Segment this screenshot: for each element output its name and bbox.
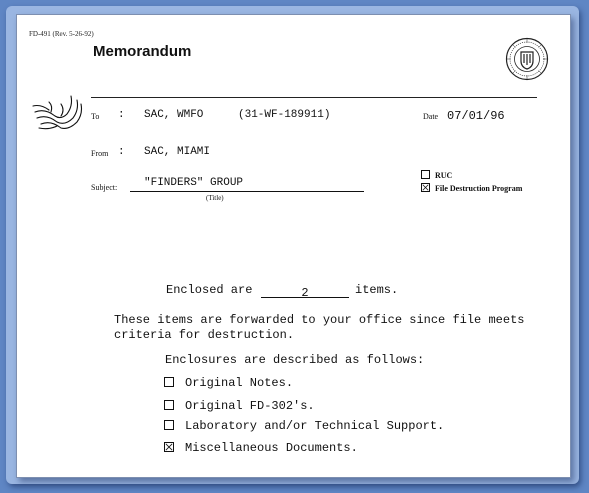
subject-field — [130, 178, 364, 192]
ruc-checkbox[interactable] — [421, 170, 430, 179]
enclosure-checkbox-original-fd302[interactable] — [164, 400, 174, 410]
file-destruction-checkbox[interactable] — [421, 183, 430, 192]
fbi-seal-icon — [505, 37, 549, 81]
enclosure-label: Miscellaneous Documents. — [185, 441, 358, 455]
date-value: 07/01/96 — [447, 109, 505, 123]
to-value: SAC, WMFO — [144, 109, 204, 121]
enclosure-label: Original FD-302's. — [185, 399, 315, 413]
enclosures-heading: Enclosures are described as follows: — [165, 353, 425, 367]
date-label: Date — [423, 112, 439, 121]
enclosed-prefix: Enclosed are — [166, 283, 253, 297]
page-title: Memorandum — [93, 43, 192, 60]
file-destruction-label: File Destruction Program — [435, 184, 523, 193]
enclosed-suffix: items. — [355, 283, 399, 297]
enclosed-count: 2 — [301, 286, 309, 300]
from-value: SAC, MIAMI — [144, 146, 211, 158]
form-number: FD-491 (Rev. 5-26-92) — [29, 30, 94, 38]
from-label: From — [91, 149, 109, 158]
enclosure-label: Laboratory and/or Technical Support. — [185, 419, 445, 433]
from-colon: : — [118, 146, 125, 158]
forward-text-line-2: criteria for destruction. — [114, 328, 295, 342]
enclosure-checkbox-original-notes[interactable] — [164, 377, 174, 387]
enclosure-checkbox-laboratory[interactable] — [164, 420, 174, 430]
title-caption: (Title) — [206, 194, 224, 202]
to-label: To — [91, 112, 100, 121]
header-rule — [91, 97, 537, 98]
enclosure-label: Original Notes. — [185, 376, 294, 390]
file-number: (31-WF-189911) — [238, 109, 331, 121]
ruc-label: RUC — [435, 171, 453, 180]
handwritten-mark-icon — [31, 90, 87, 134]
subject-value: "FINDERS" GROUP — [144, 177, 244, 189]
enclosure-checkbox-miscellaneous[interactable] — [164, 442, 174, 452]
forward-text-line-1: These items are forwarded to your office since file meets — [114, 313, 525, 327]
enclosed-count-field — [261, 283, 349, 298]
subject-label: Subject: — [91, 183, 118, 192]
to-colon: : — [118, 109, 125, 121]
memorandum-page — [16, 14, 571, 478]
